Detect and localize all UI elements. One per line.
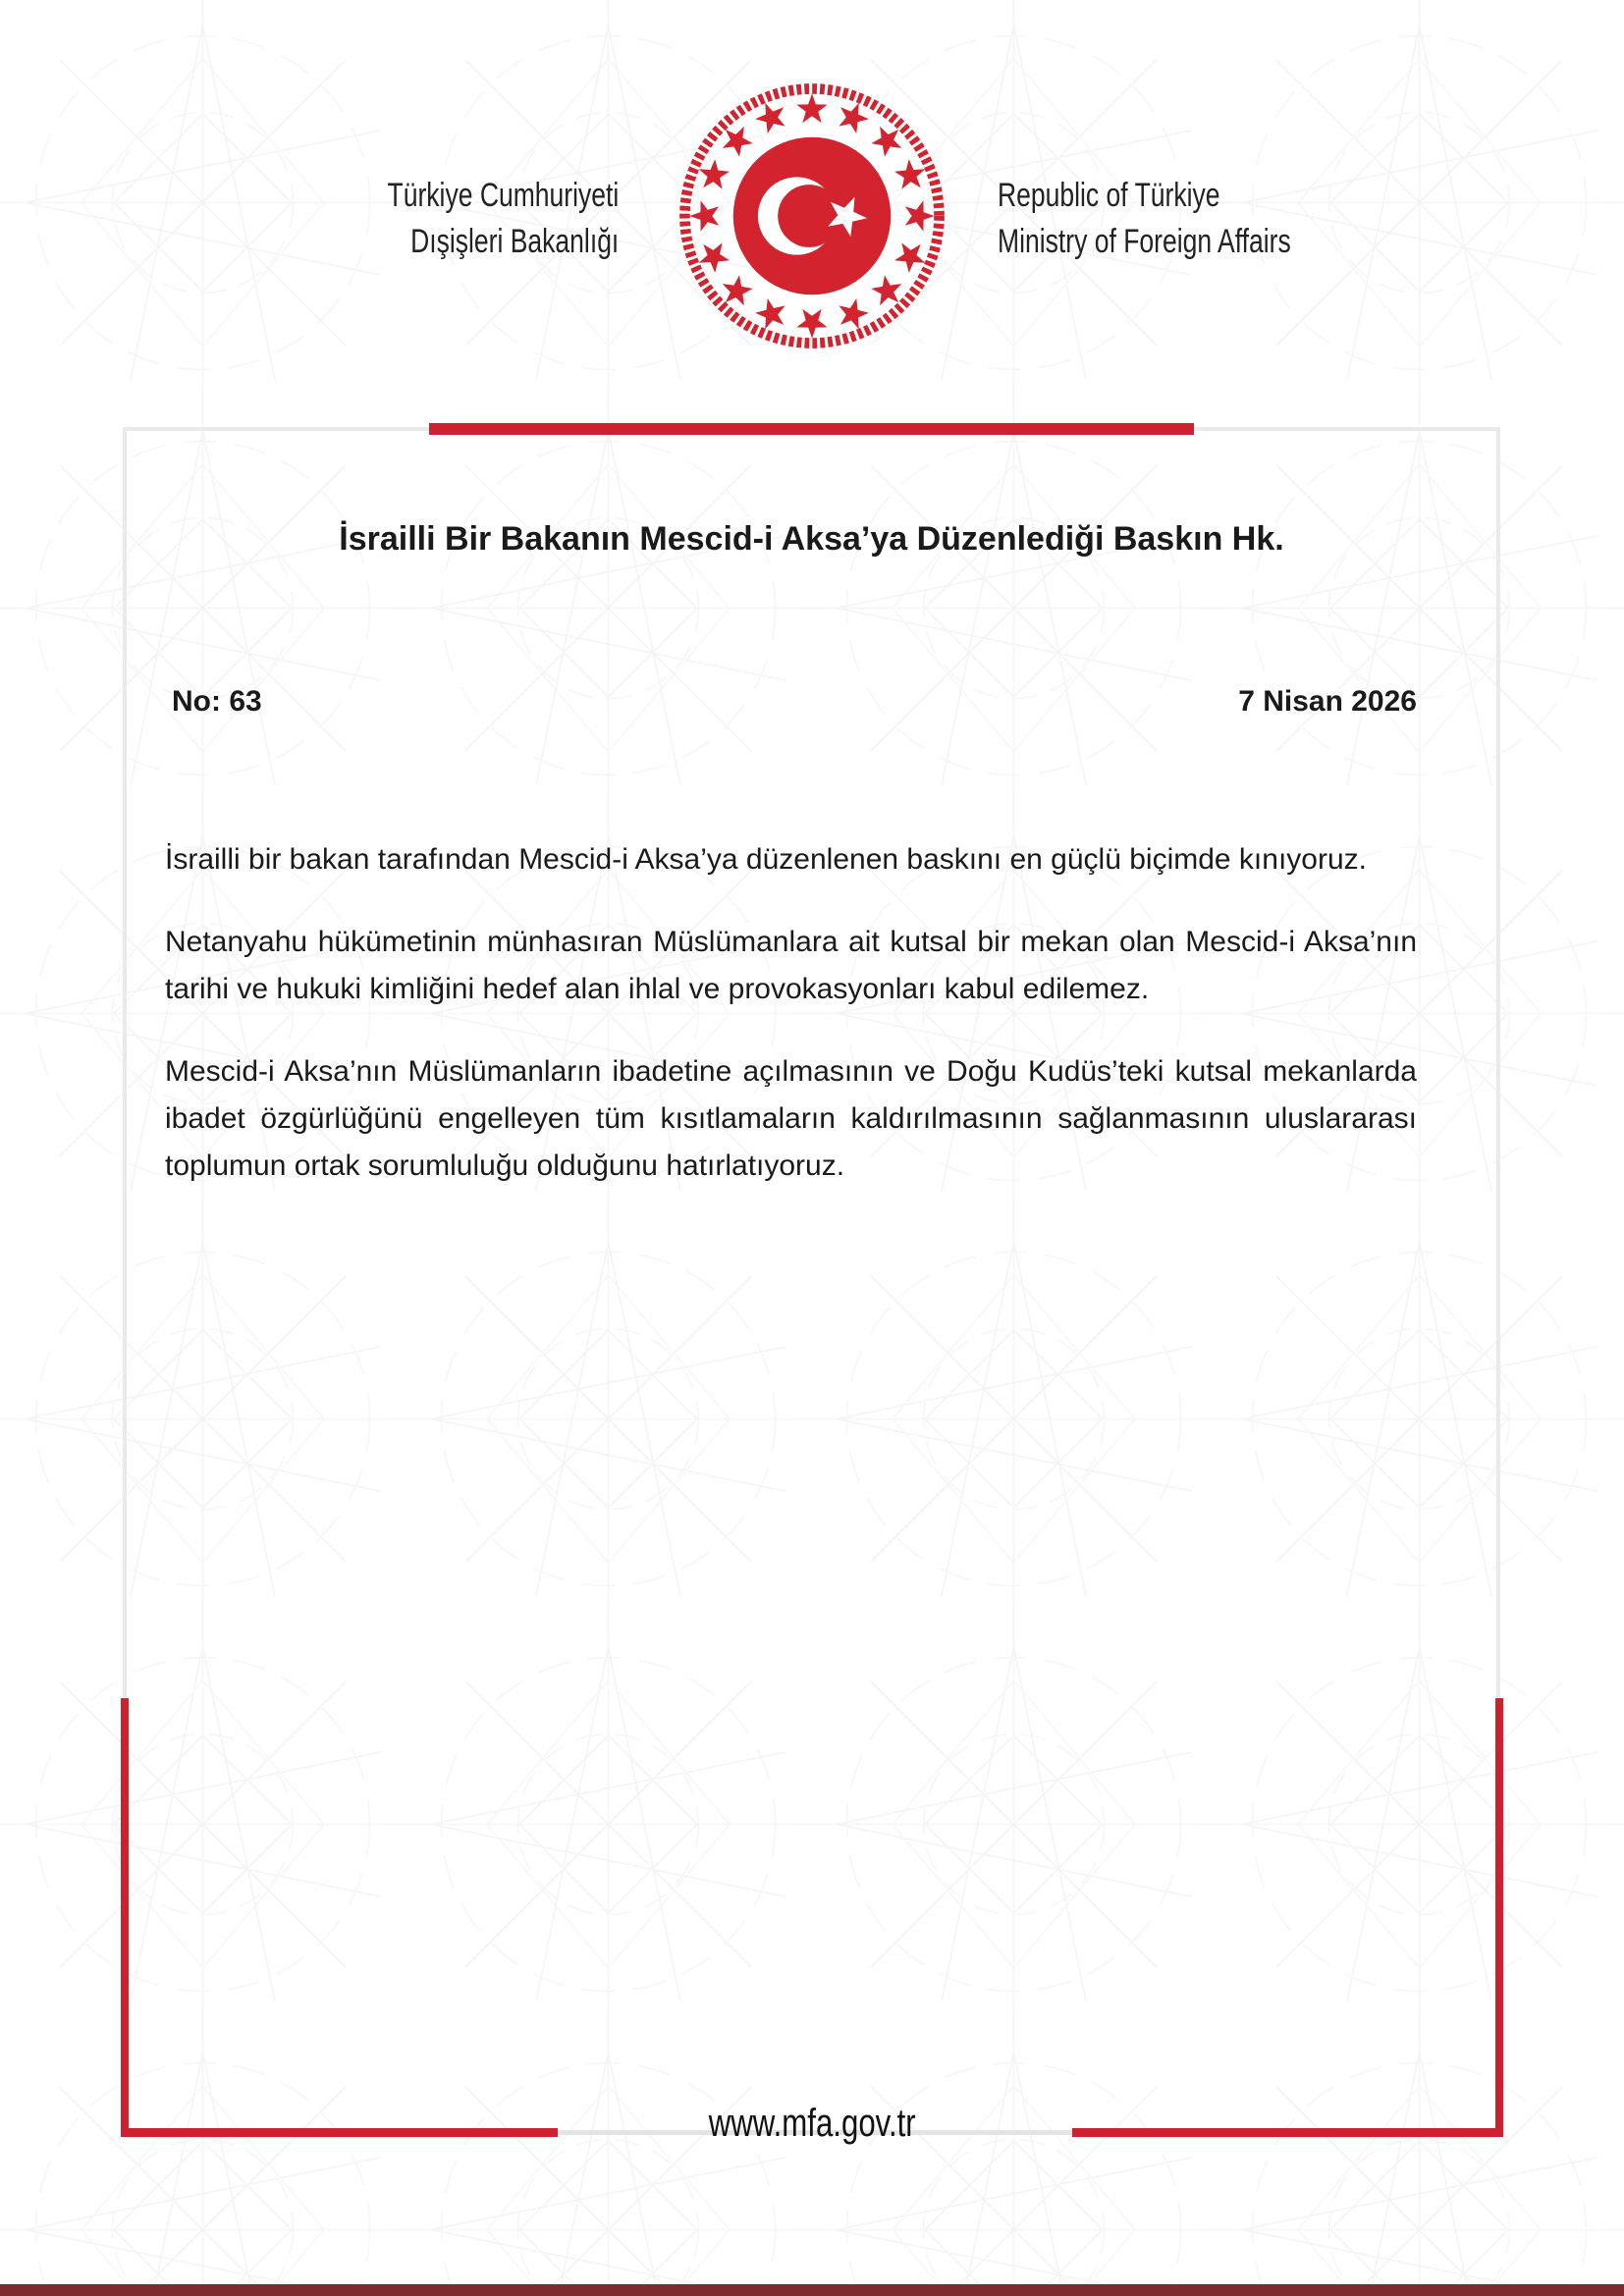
org-en-line2: Ministry of Foreign Affairs: [998, 223, 1291, 260]
frame-right-line: [1496, 427, 1500, 1698]
frame-right-red-accent: [1495, 1698, 1503, 2136]
org-en-line1: Republic of Türkiye: [998, 177, 1220, 214]
footer-website-text: www.mfa.gov.tr: [708, 2102, 916, 2145]
org-tr-line2: Dışişleri Bakanlığı: [409, 223, 619, 260]
body-paragraph: İsrailli bir bakan tarafından Mescid-i Aksa’ya düzenlenen baskını en güçlü biçimde kınıyoruz.: [165, 843, 1367, 876]
org-name-english: [998, 173, 1374, 265]
body-paragraph: Netanyahu hükümetinin münhasıran Müslümanlara ait kutsal bir mekan olan Mescid-i Aksa’nın tarihi ve hukuki kimliğini hedef alan ihlal ve provokasyonları kabul edilemez.: [165, 926, 1417, 1005]
frame-left-red-accent: [121, 1698, 129, 2136]
page-title: İsrailli Bir Bakanın Mescid-i Aksa’ya Düzenlediği Baskın Hk.: [339, 520, 1284, 558]
document-date: 7 Nisan 2026: [1238, 685, 1417, 718]
footer-website: [0, 2102, 1624, 2145]
document-number: No: 63: [172, 685, 262, 718]
document-body: [165, 836, 1417, 1225]
page-bottom-edge: [0, 2284, 1624, 2296]
frame-left-line: [123, 427, 127, 1698]
mfa-emblem-icon: [670, 74, 954, 358]
header-red-bar: [429, 423, 1194, 435]
body-paragraph: Mescid-i Aksa’nın Müslümanların ibadetine açılmasının ve Doğu Kudüs’teki kutsal mekanlarda ibadet özgürlüğünü engelleyen tüm kısıtlamaların kaldırılmasının sağlanmasının uluslararası toplumun ortak sorumluluğu olduğunu hatırlatıyoruz.: [165, 1055, 1417, 1182]
org-name-turkish: [322, 173, 619, 265]
org-tr-line1: Türkiye Cumhuriyeti: [387, 177, 619, 214]
